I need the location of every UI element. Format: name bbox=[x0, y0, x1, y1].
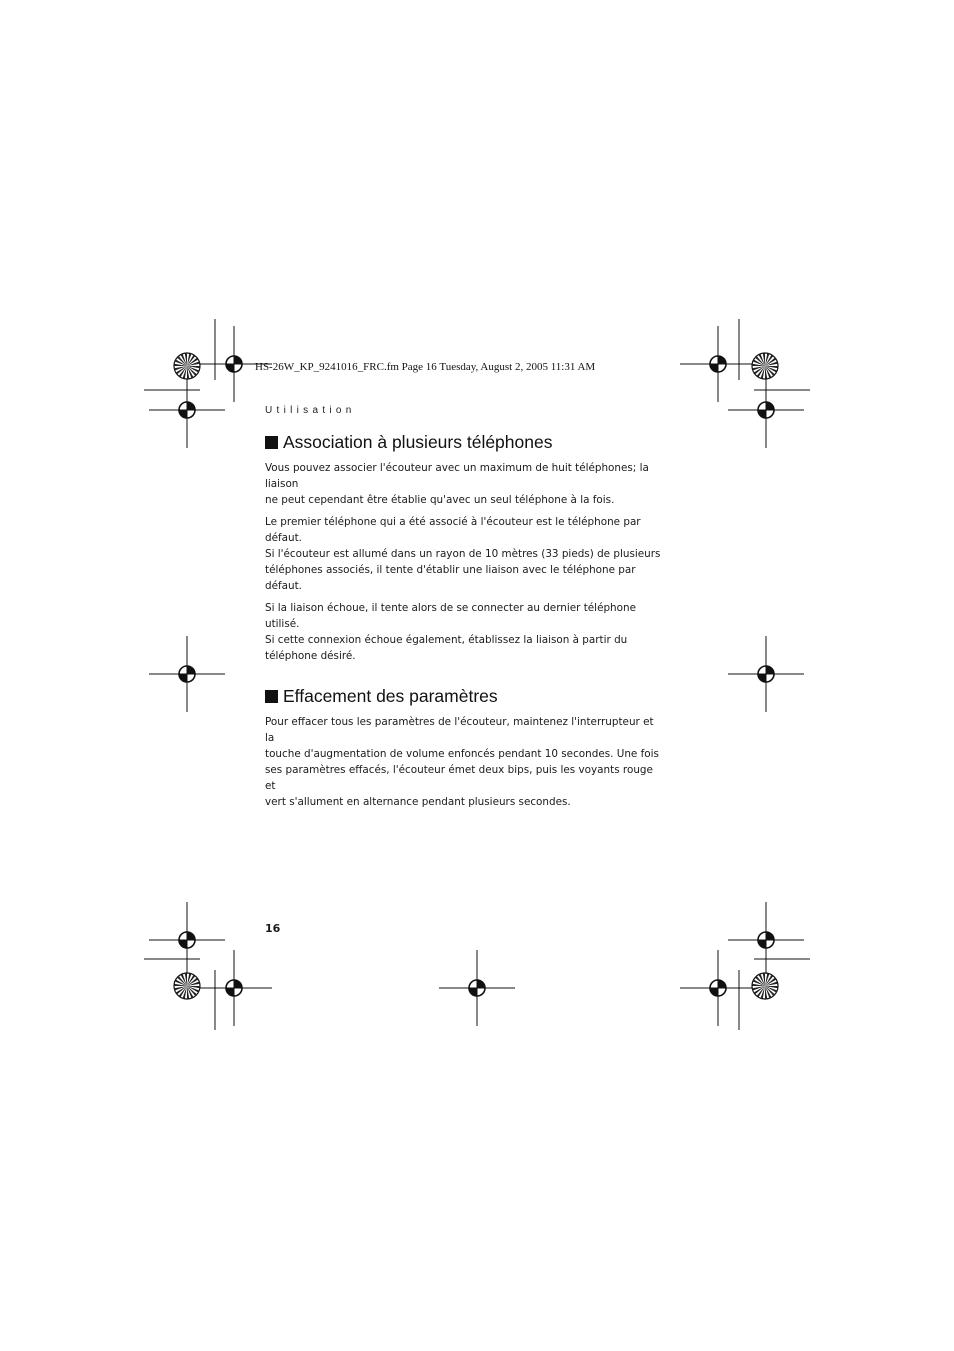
file-slug: HS-26W_KP_9241016_FRC.fm Page 16 Tuesday, August 2, 2005 11:31 AM bbox=[255, 361, 596, 373]
star-target-icon bbox=[752, 973, 778, 999]
star-target-icon bbox=[174, 353, 200, 379]
paragraph: Vous pouvez associer l'écouteur avec un maximum de huit téléphones; la liaison ne peut cependant être établie qu'avec un seul téléphone à la fois. bbox=[265, 462, 649, 506]
star-target-icon bbox=[752, 353, 778, 379]
page-number: 16 bbox=[265, 922, 281, 935]
registration-target-icon bbox=[439, 950, 515, 1026]
registration-target-icon bbox=[149, 636, 225, 712]
registration-target-icon bbox=[149, 902, 225, 978]
registration-target-icon bbox=[728, 902, 804, 978]
section-heading-association: Association à plusieurs téléphones bbox=[265, 430, 665, 454]
registration-target-icon bbox=[728, 636, 804, 712]
running-head: Utilisation bbox=[265, 405, 356, 416]
section-heading-effacement: Effacement des paramètres bbox=[265, 684, 665, 708]
square-bullet-icon bbox=[265, 436, 278, 449]
registration-target-icon bbox=[680, 950, 756, 1026]
section-association bbox=[265, 430, 665, 664]
registration-target-icon bbox=[149, 372, 225, 448]
star-target-icon bbox=[174, 973, 200, 999]
square-bullet-icon bbox=[265, 690, 278, 703]
registration-target-icon bbox=[196, 950, 272, 1026]
registration-target-icon bbox=[680, 326, 756, 402]
paragraph: Le premier téléphone qui a été associé à l'écouteur est le téléphone par défaut. Si l'écouteur est allumé dans un rayon de 10 mètres (33 pieds) de plusieurs téléphones associés, il tente d'établir une liaison avec le téléphone par défaut. bbox=[265, 516, 661, 592]
paragraph: Si la liaison échoue, il tente alors de se connecter au dernier téléphone utilisé. Si cette connexion échoue également, établissez la liaison à partir du téléphone désiré. bbox=[265, 602, 636, 662]
section-effacement bbox=[265, 684, 665, 810]
registration-target-icon bbox=[728, 372, 804, 448]
paragraph: Pour effacer tous les paramètres de l'écouteur, maintenez l'interrupteur et la touche d'augmentation de volume enfoncés pendant 10 secondes. Une fois ses paramètres effacés, l'écouteur émet deux bips, puis les voyants rouge et vert s'allument en alternance pendant plusieurs secondes. bbox=[265, 716, 659, 808]
page-content bbox=[265, 430, 665, 816]
